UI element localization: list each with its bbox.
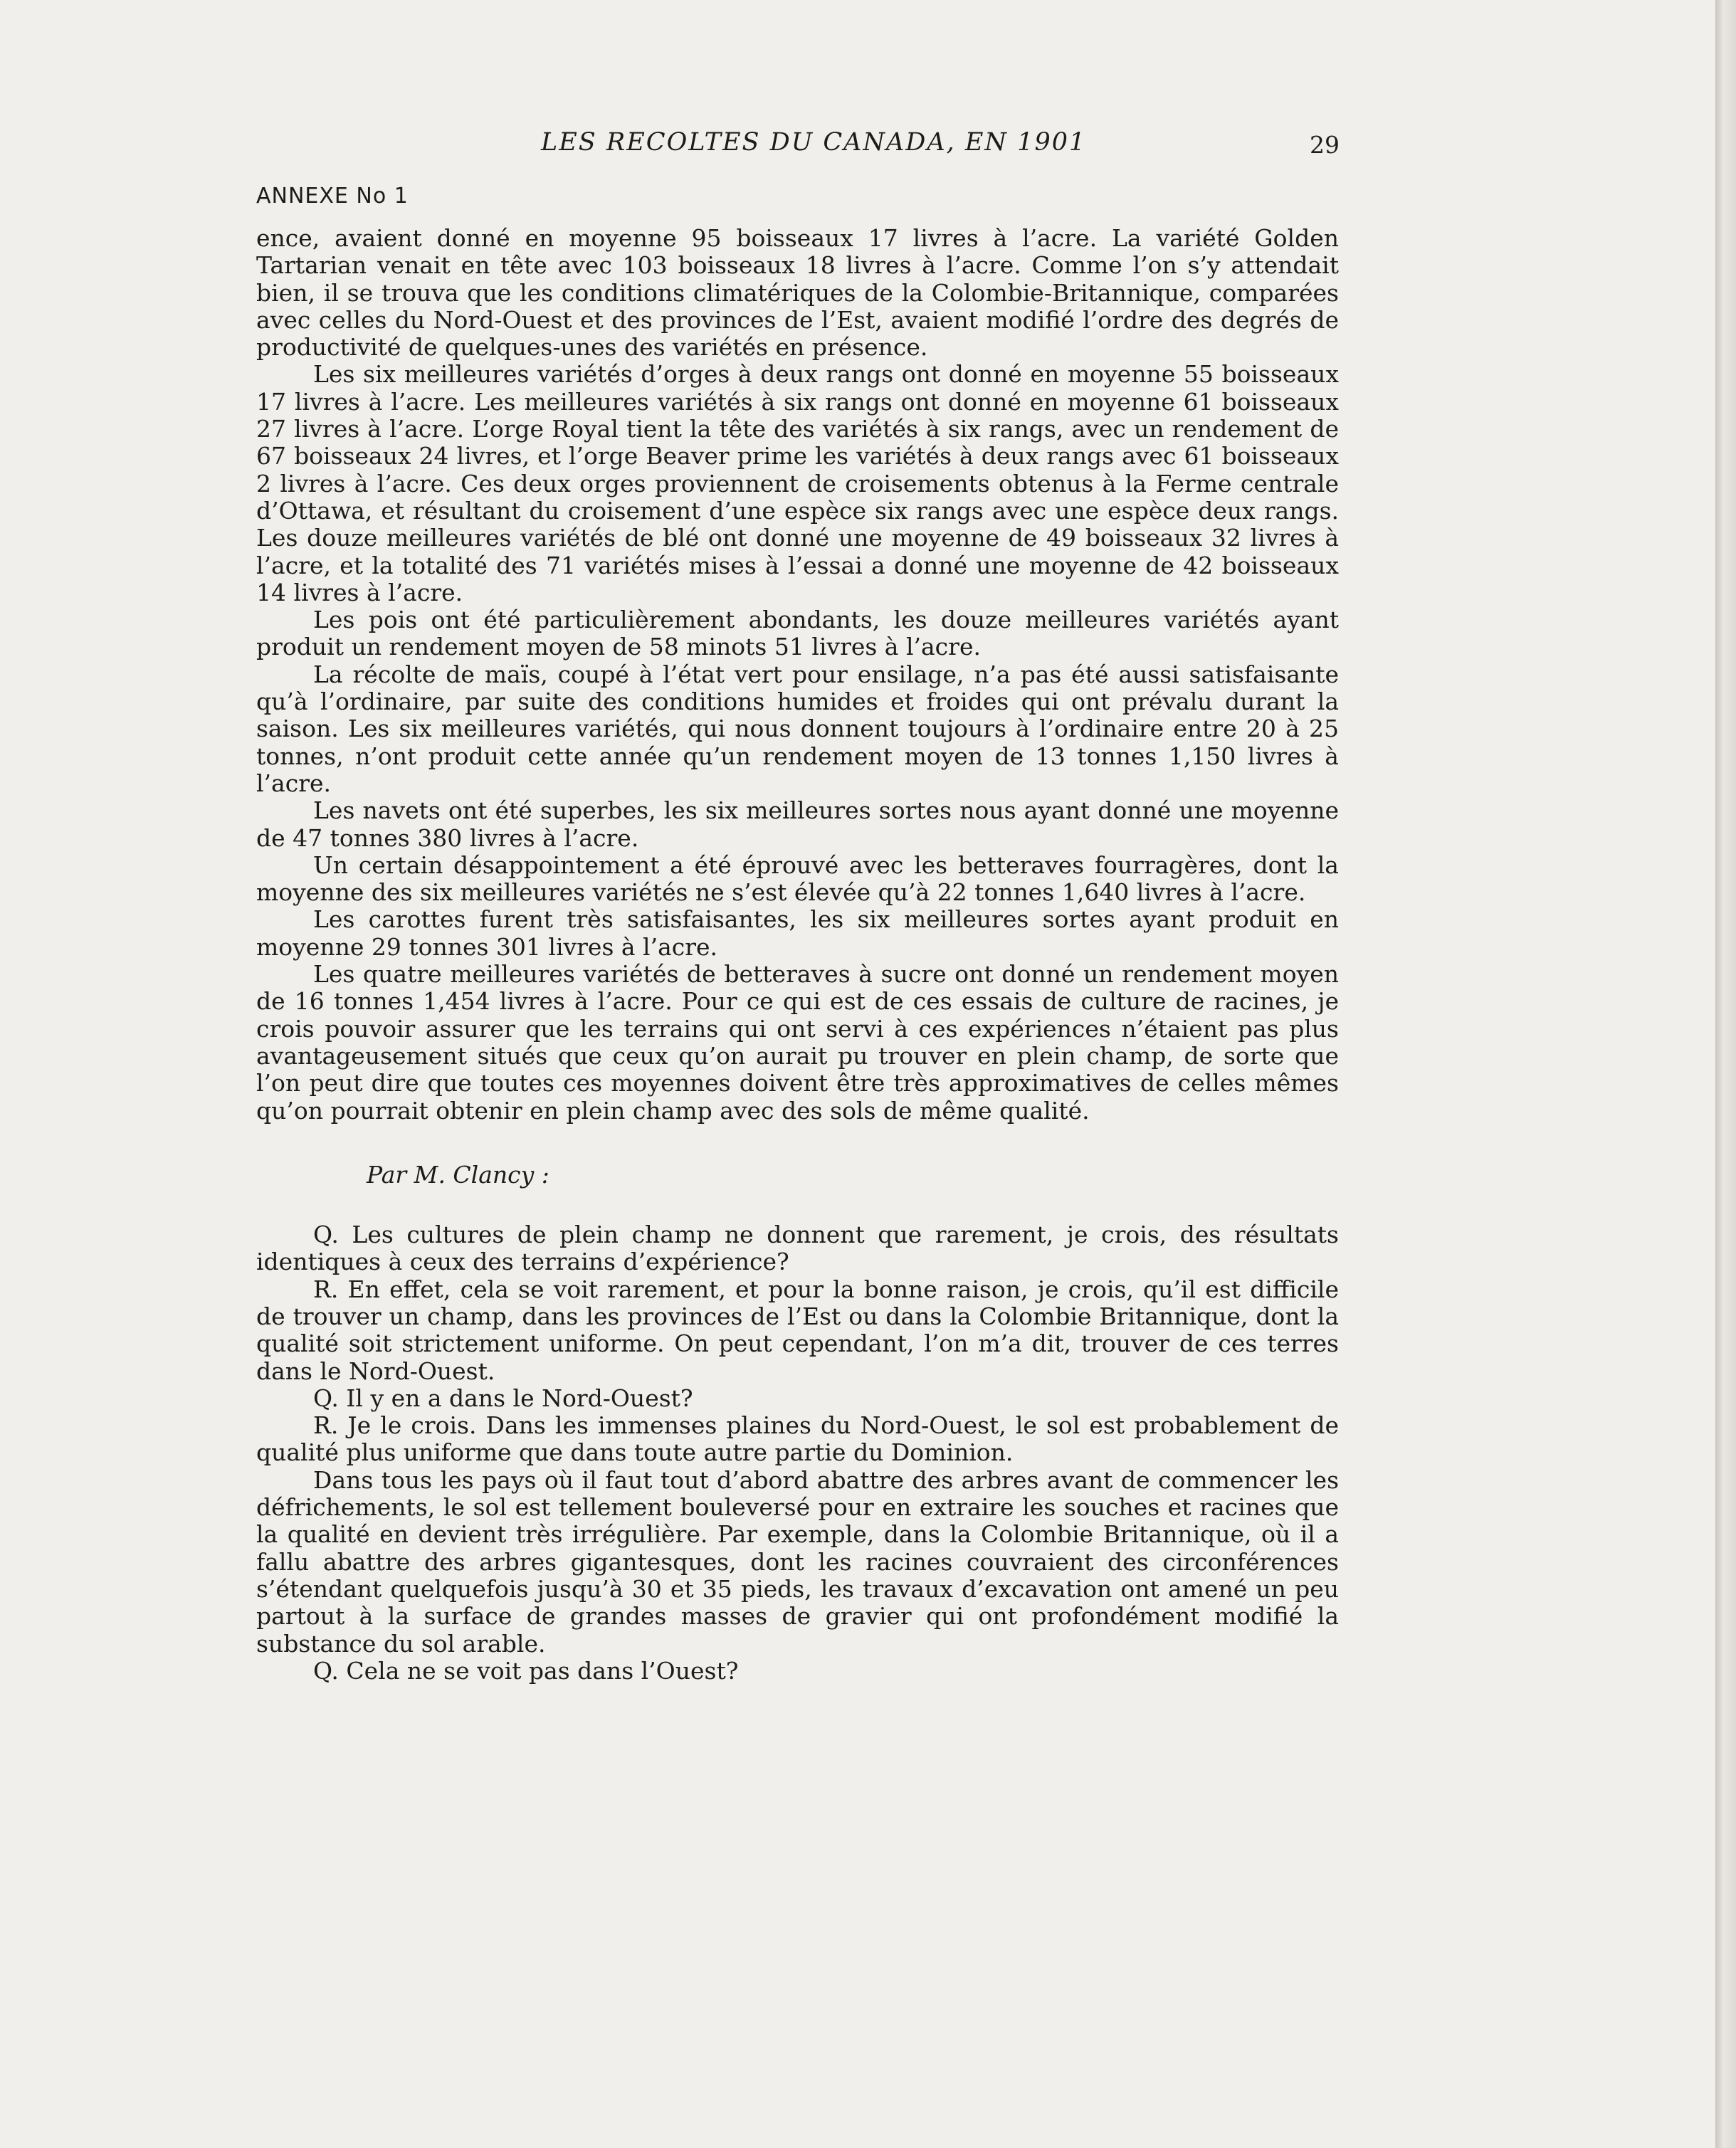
annex-label: ANNEXE No 1 [256,184,409,209]
body-text [256,225,1339,1685]
qa-paragraph: Dans tous les pays où il faut tout d’abord abattre des arbres avant de commencer les défrichements, le sol est tellement bouleversé pour en extraire les souches et racines que la qualité en devient très irrégulière. Par exemple, dans la Colombie Britannique, où il a fallu abattre des arbres gigantesques, dont les racines couvraient des circonférences s’étendant quelquefois jusqu’à 30 et 35 pieds, les travaux d’excavation ont amené un peu partout à la surface de grandes masses de gravier qui ont profondément modifié la substance du sol arable. [256,1465,1339,1658]
qa-paragraph: Q. Les cultures de plein champ ne donnent que rarement, je crois, des résultats identiques à ceux des terrains d’expérience? [256,1221,1339,1276]
page-number: 29 [1310,131,1340,159]
qa-paragraph: Q. Il y en a dans le Nord-Ouest? [313,1384,693,1412]
paragraph: Un certain désappointement a été éprouvé avec les betteraves fourragères, dont la moyenne des six meilleures variétés ne s’est élevée qu’à 22 tonnes 1,640 livres à l’acre. [256,851,1339,907]
qa-paragraph: R. En effet, cela se voit rarement, et pour la bonne raison, je crois, qu’il est difficile de trouver un champ, dans les provinces de l’Est ou dans la Colombie Britannique, dont la qualité soit strictement uniforme. On peut cependant, l’on m’a dit, trouver de ces terres dans le Nord-Ouest. [256,1275,1339,1385]
paragraph: Les pois ont été particulièrement abondants, les douze meilleures variétés ayant produit un rendement moyen de 58 minots 51 livres à l’acre. [256,606,1339,661]
paragraph: ence, avaient donné en moyenne 95 boisseaux 17 livres à l’acre. La variété Golden Tartarian venait en tête avec 103 boisseaux 18 livres à l’acre. Comme l’on s’y attendait bien, il se trouva que les conditions climatériques de la Colombie-Britannique, comparées avec celles du Nord-Ouest et des provinces de l’Est, avaient modifié l’ordre des degrés de productivité de quelques-unes des variétés en présence. [256,224,1339,362]
speaker-heading: Par M. Clancy : [367,1160,549,1189]
qa-paragraph: R. Je le crois. Dans les immenses plaines du Nord-Ouest, le sol est probablement de qualité plus uniforme que dans toute autre partie du Dominion. [256,1411,1339,1467]
paragraph: Les carottes furent très satisfaisantes, les six meilleures sortes ayant produit en moyenne 29 tonnes 301 livres à l’acre. [256,905,1339,961]
page-edge-shadow [1715,0,1736,2148]
paragraph: Les six meilleures variétés d’orges à deux rangs ont donné en moyenne 55 boisseaux 17 livres à l’acre. Les meilleures variétés à six rangs ont donné en moyenne 61 boisseaux 27 livres à l’acre. L’orge Royal tient la tête des variétés à six rangs, avec un rendement de 67 boisseaux 24 livres, et l’orge Beaver prime les variétés à deux rangs avec 61 boisseaux 2 livres à l’acre. Ces deux orges proviennent de croisements obtenus à la Ferme centrale d’Ottawa, et résultant du croisement d’une espèce six rangs avec une espèce deux rangs. Les douze meilleures variétés de blé ont donné une moyenne de 49 boisseaux 32 livres à l’acre, et la totalité des 71 variétés mises à l’essai a donné une moyenne de 42 boisseaux 14 livres à l’acre. [256,360,1339,606]
qa-paragraph: Q. Cela ne se voit pas dans l’Ouest? [313,1656,739,1685]
paragraph: Les navets ont été superbes, les six meilleures sortes nous ayant donné une moyenne de 47 tonnes 380 livres à l’acre. [256,796,1339,852]
paragraph: Les quatre meilleures variétés de betteraves à sucre ont donné un rendement moyen de 16 tonnes 1,454 livres à l’acre. Pour ce qui est de ces essais de culture de racines, je crois pouvoir assurer que les terrains qui ont servi à ces expériences n’étaient pas plus avantageusement situés que ceux qu’on aurait pu trouver en plein champ, de sorte que l’on peut dire que toutes ces moyennes doivent être très approximatives de celles mêmes qu’on pourrait obtenir en plein champ avec des sols de même qualité. [256,960,1339,1125]
paragraph: La récolte de maïs, coupé à l’état vert pour ensilage, n’a pas été aussi satisfaisante qu’à l’ordinaire, par suite des conditions humides et froides qui ont prévalu durant la saison. Les six meilleures variétés, qui nous donnent toujours à l’ordinaire entre 20 à 25 tonnes, n’ont produit cette année qu’un rendement moyen de 13 tonnes 1,150 livres à l’acre. [256,660,1339,797]
running-title: LES RECOLTES DU CANADA, EN 1901 [541,128,1087,157]
